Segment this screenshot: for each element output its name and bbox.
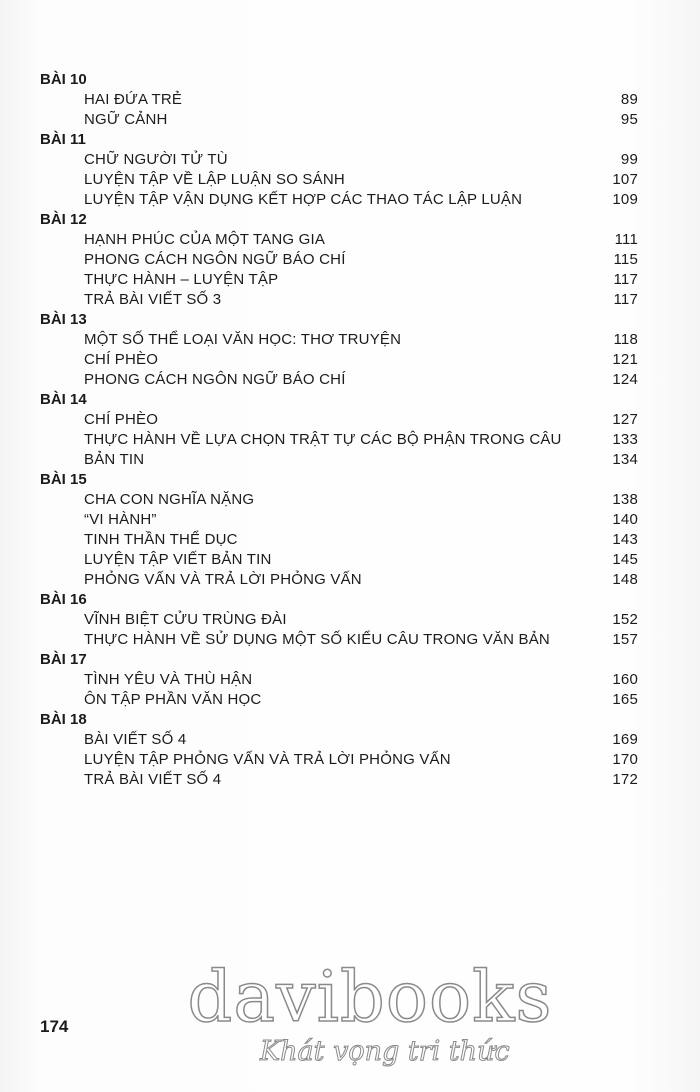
toc-entry-page: 134 (612, 451, 638, 468)
toc-entry (40, 730, 640, 750)
toc-entry-title: CHA CON NGHĨA NẶNG (84, 491, 255, 508)
lesson-heading: BÀI 17 (40, 651, 87, 668)
toc-entry-page: 169 (612, 731, 638, 748)
toc-entry-title: “VI HÀNH” (84, 511, 157, 528)
toc-entry-title: TRẢ BÀI VIẾT SỐ 4 (84, 771, 222, 788)
toc-entry-page: 160 (612, 671, 638, 688)
toc-entry (40, 150, 640, 170)
toc-entry (40, 510, 640, 530)
toc-entry (40, 570, 640, 590)
toc-entry-page: 145 (612, 551, 638, 568)
toc-entry-page: 95 (620, 111, 638, 128)
toc-entry-title: CHÍ PHÈO (84, 351, 159, 368)
toc-entry-title: LUYỆN TẬP VỀ LẬP LUẬN SO SÁNH (84, 171, 345, 188)
toc-entry-page: 111 (614, 231, 638, 248)
toc-entry-title: NGỮ CẢNH (84, 111, 168, 128)
toc-entry-title: BÀI VIẾT SỐ 4 (84, 731, 187, 748)
toc-entry (40, 770, 640, 790)
toc-entry-page: 133 (612, 431, 638, 448)
toc-entry-title: LUYỆN TẬP VẬN DỤNG KẾT HỢP CÁC THAO TÁC LẬP LUẬN (84, 191, 523, 208)
toc-entry-page: 99 (620, 151, 638, 168)
toc-entry-title: ÔN TẬP PHẦN VĂN HỌC (84, 691, 262, 708)
toc-entry (40, 90, 640, 110)
watermark-brand: davibooks (187, 956, 553, 1038)
toc-entry-title: VĨNH BIỆT CỬU TRÙNG ĐÀI (84, 611, 287, 628)
toc-entry (40, 110, 640, 130)
toc-entry-title: LUYỆN TẬP PHỎNG VẤN VÀ TRẢ LỜI PHỎNG VẤN (84, 751, 451, 768)
toc-entry-title: TINH THẦN THỂ DỤC (84, 531, 238, 548)
toc-entry-page: 115 (613, 251, 638, 268)
toc-entry (40, 230, 640, 250)
toc-entry (40, 610, 640, 630)
toc-entry-page: 121 (612, 351, 638, 368)
toc-entry-title: PHONG CÁCH NGÔN NGỮ BÁO CHÍ (84, 371, 346, 388)
toc-entry-page: 148 (612, 571, 638, 588)
lesson-heading: BÀI 14 (40, 391, 87, 408)
watermark-slogan: Khát vọng tri thức (260, 1036, 510, 1067)
lesson-heading: BÀI 15 (40, 471, 87, 488)
toc-entry (40, 550, 640, 570)
toc-entry (40, 250, 640, 270)
toc-entry-page: 117 (613, 271, 638, 288)
toc-entry-page: 117 (613, 291, 638, 308)
toc-entry (40, 630, 640, 650)
toc-entry-page: 170 (612, 751, 638, 768)
toc-entry-title: THỰC HÀNH VỀ SỬ DỤNG MỘT SỐ KIỂU CÂU TRONG VĂN BẢN (84, 631, 550, 648)
toc-entry-title: HAI ĐỨA TRẺ (84, 91, 183, 108)
toc-entry (40, 490, 640, 510)
toc-entry (40, 670, 640, 690)
toc-entry (40, 290, 640, 310)
toc-entry-page: 172 (612, 771, 638, 788)
toc-entry-page: 140 (612, 511, 638, 528)
toc-entry-title: THỰC HÀNH – LUYỆN TẬP (84, 271, 279, 288)
toc-entry-page: 109 (612, 191, 638, 208)
toc-entry-title: THỰC HÀNH VỀ LỰA CHỌN TRẬT TỰ CÁC BỘ PHẬN TRONG CÂU (84, 431, 562, 448)
toc-entry-page: 157 (612, 631, 638, 648)
toc-entry-page: 138 (612, 491, 638, 508)
toc-entry-title: CHÍ PHÈO (84, 411, 159, 428)
toc-entry (40, 410, 640, 430)
toc-entry (40, 190, 640, 210)
page-number: 174 (40, 1017, 69, 1036)
lesson-heading: BÀI 12 (40, 211, 87, 228)
table-of-contents (40, 70, 640, 790)
toc-entry-page: 118 (613, 331, 638, 348)
toc-entry-title: TÌNH YÊU VÀ THÙ HẬN (84, 671, 253, 688)
lesson-heading: BÀI 11 (40, 131, 86, 148)
watermark (160, 956, 580, 1067)
toc-entry (40, 450, 640, 470)
lesson-heading: BÀI 16 (40, 591, 87, 608)
toc-entry-title: TRẢ BÀI VIẾT SỐ 3 (84, 291, 222, 308)
toc-entry-page: 143 (612, 531, 638, 548)
lesson-heading: BÀI 13 (40, 311, 87, 328)
toc-entry-page: 124 (612, 371, 638, 388)
toc-entry (40, 430, 640, 450)
toc-entry-page: 89 (620, 91, 638, 108)
toc-entry-title: CHỮ NGƯỜI TỬ TÙ (84, 151, 228, 168)
toc-entry-title: PHỎNG VẤN VÀ TRẢ LỜI PHỎNG VẤN (84, 571, 362, 588)
toc-entry (40, 330, 640, 350)
toc-entry-title: PHONG CÁCH NGÔN NGỮ BÁO CHÍ (84, 251, 346, 268)
toc-entry (40, 350, 640, 370)
toc-entry (40, 270, 640, 290)
toc-entry-page: 165 (612, 691, 638, 708)
toc-entry (40, 690, 640, 710)
toc-entry-title: BẢN TIN (84, 451, 145, 468)
lesson-heading: BÀI 10 (40, 71, 87, 88)
toc-entry (40, 370, 640, 390)
toc-entry (40, 750, 640, 770)
toc-entry-page: 107 (612, 171, 638, 188)
toc-entry-title: MỘT SỐ THỂ LOẠI VĂN HỌC: THƠ TRUYỆN (84, 331, 402, 348)
toc-entry (40, 530, 640, 550)
lesson-heading: BÀI 18 (40, 711, 87, 728)
toc-entry-page: 152 (612, 611, 638, 628)
toc-entry (40, 170, 640, 190)
toc-entry-page: 127 (612, 411, 638, 428)
toc-entry-title: HẠNH PHÚC CỦA MỘT TANG GIA (84, 231, 326, 248)
toc-entry-title: LUYỆN TẬP VIẾT BẢN TIN (84, 551, 272, 568)
